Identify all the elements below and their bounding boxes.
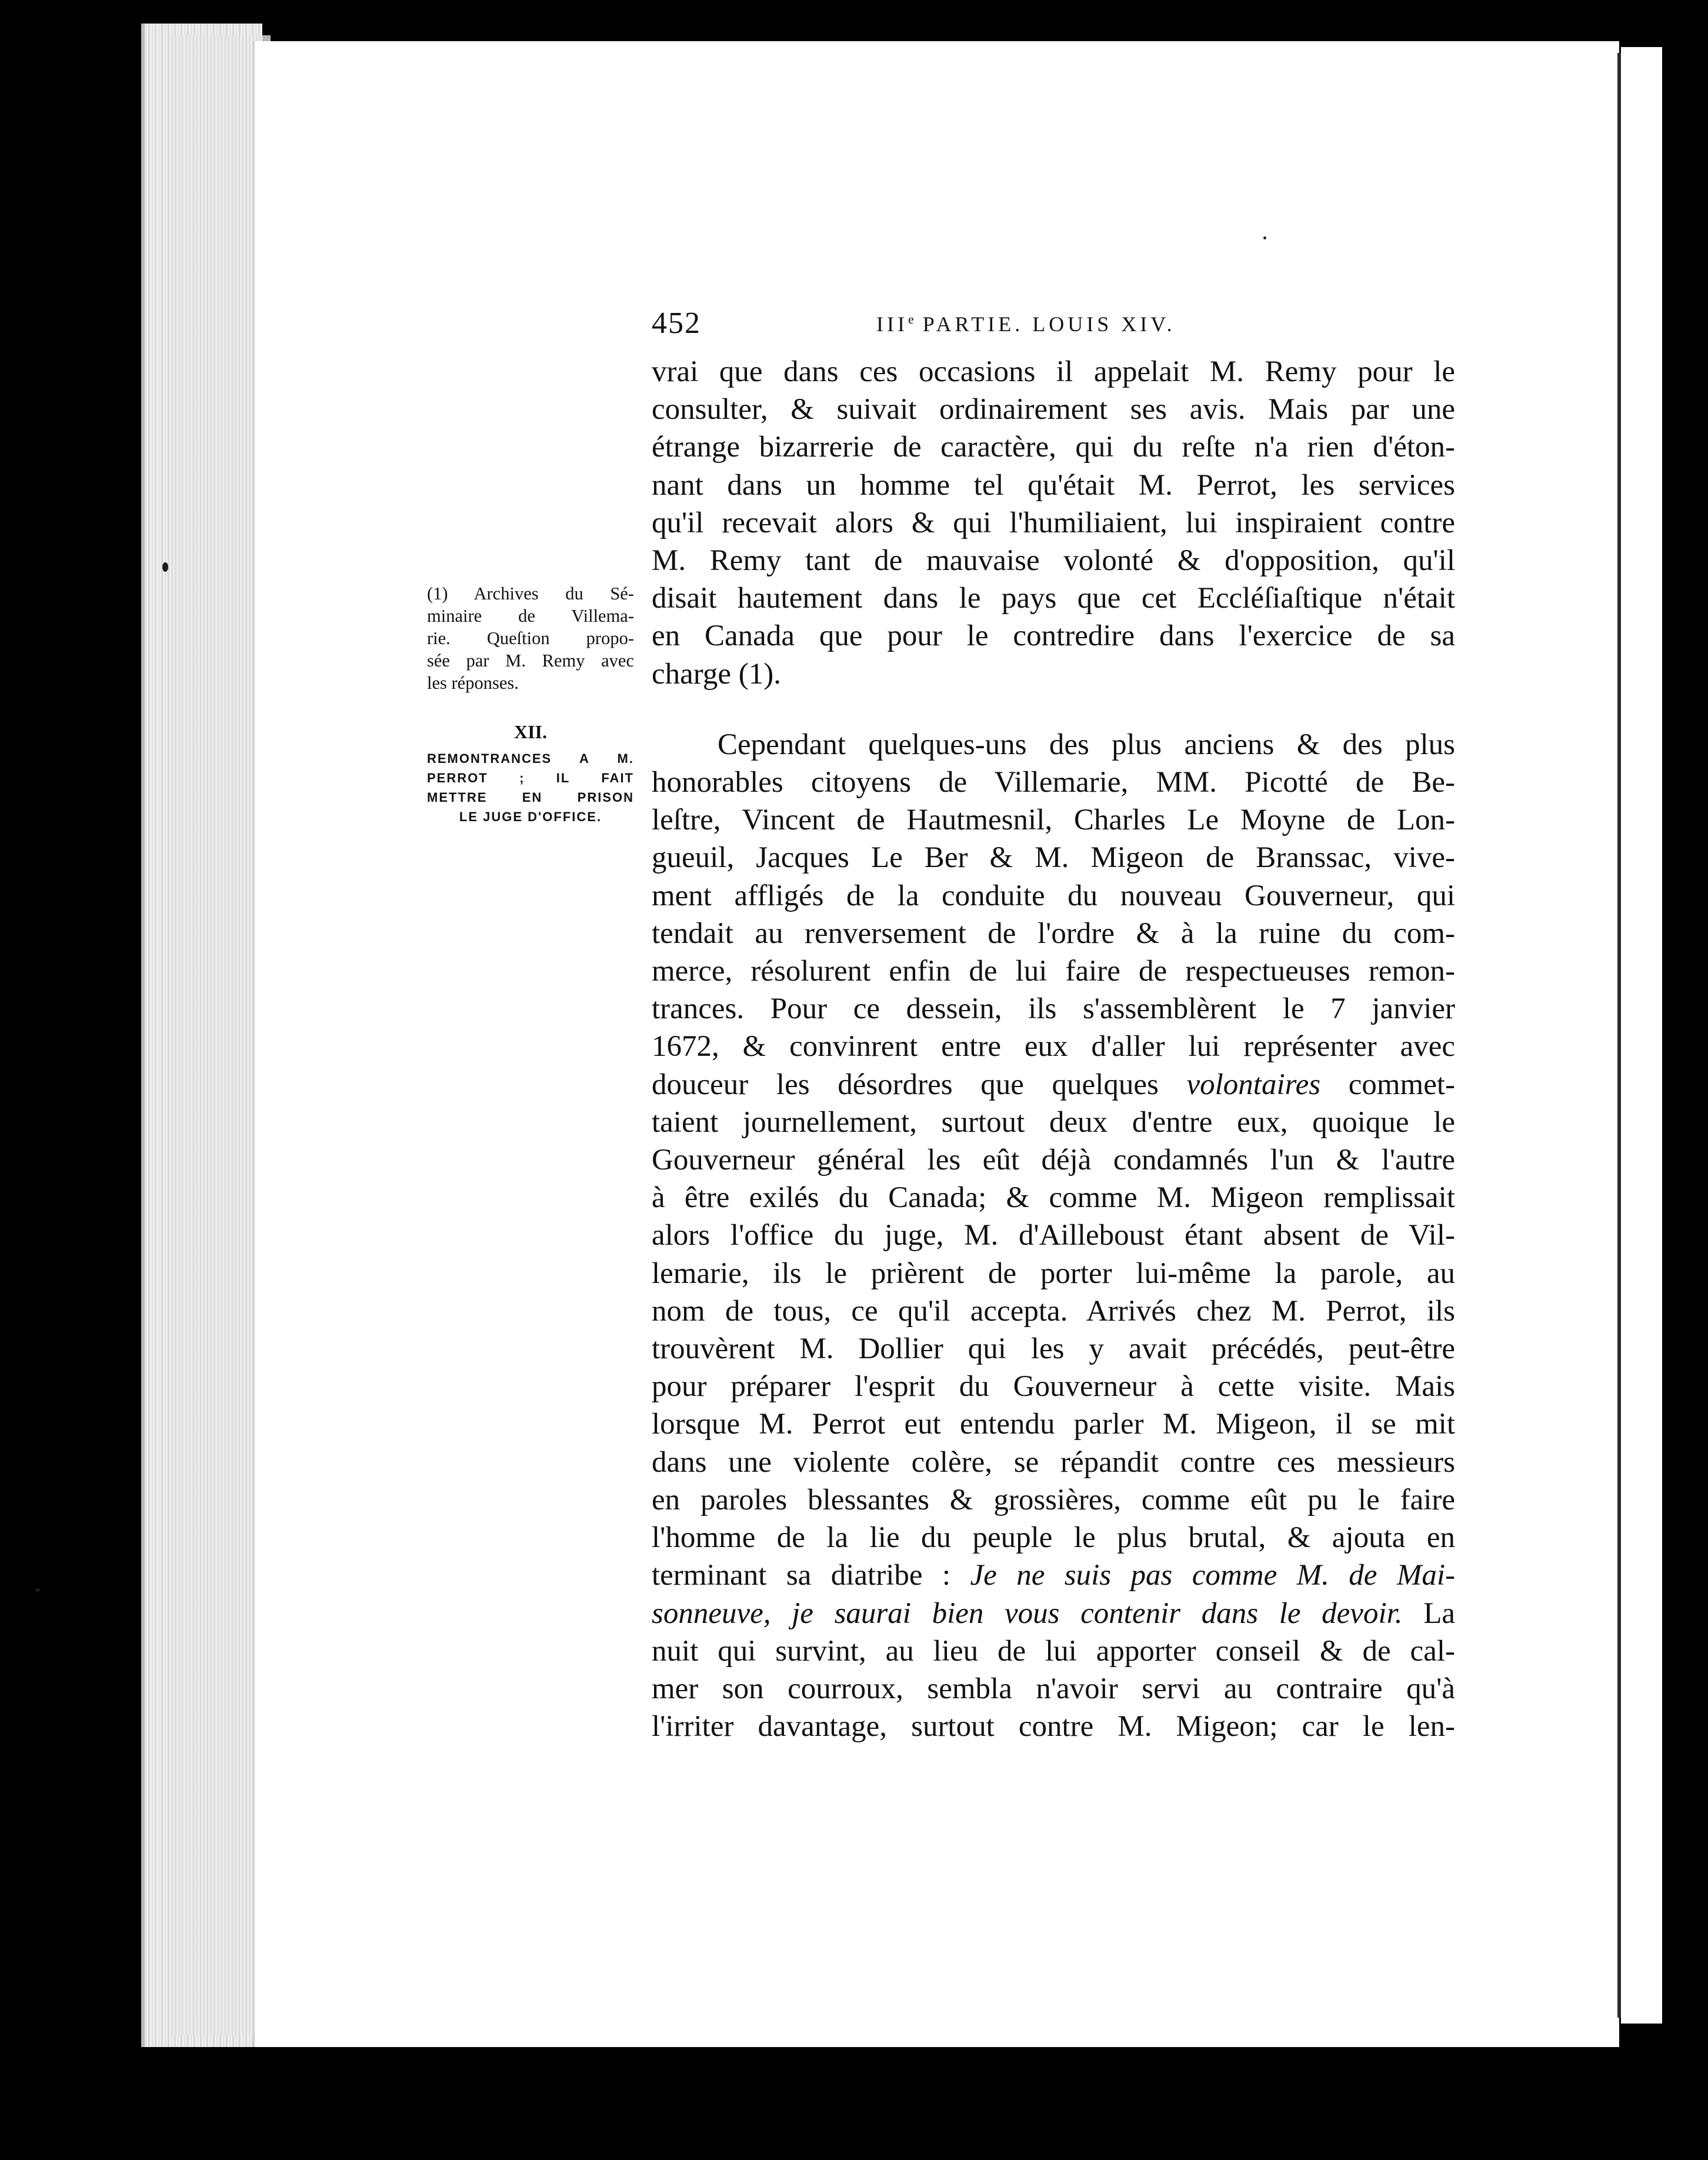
text-line: pour préparer l'esprit du Gouverneur à cette visite. Mais — [652, 1370, 1455, 1404]
margin-summary-line: PERROT ; IL FAIT — [427, 771, 634, 785]
text-line: nant dans un homme tel qu'était M. Perrot, les services — [652, 468, 1455, 502]
footnote-line: minaire de Villema- — [427, 606, 634, 626]
footnote — [427, 582, 634, 694]
margin-summary — [427, 721, 634, 826]
running-head — [876, 312, 1176, 336]
text-line: merce, résolurent enfin de lui faire de respectueuses remon- — [652, 955, 1455, 988]
text-line: vrai que dans ces occasions il appelait M. Remy pour le — [652, 355, 1455, 388]
text-line — [652, 1066, 1455, 1104]
body-text — [652, 353, 1455, 1745]
text-line: leſtre, Vincent de Hautmesnil, Charles Le Moyne de Lon- — [652, 804, 1455, 837]
footnote-line: rie. Queſtion propo- — [427, 628, 634, 648]
italic-run: volontaires — [1186, 1068, 1321, 1101]
text-line — [652, 1556, 1455, 1594]
margin-summary-line: METTRE EN PRISON — [427, 790, 634, 805]
text-line: honorables citoyens de Villemarie, MM. Picotté de Be- — [652, 766, 1455, 799]
text-line: lorsque M. Perrot eut entendu parler M. Migeon, il se mit — [652, 1408, 1455, 1441]
speck — [162, 562, 168, 572]
text-run: commet- — [1320, 1068, 1455, 1101]
page-number: 452 — [652, 306, 701, 340]
right-margin — [1621, 47, 1662, 2024]
text-run: terminant sa diatribe : — [652, 1559, 970, 1592]
text-line: alors l'office du juge, M. d'Ailleboust étant absent de Vil- — [652, 1219, 1455, 1252]
text-line: en Canada que pour le contredire dans l'exercice de sa — [652, 619, 1455, 653]
running-head-title: PARTIE. LOUIS XIV. — [913, 312, 1176, 336]
text-line: charge (1). — [652, 657, 781, 691]
text-line: l'irriter davantage, surtout contre M. Migeon; car le len- — [652, 1710, 1455, 1744]
text-line: trouvèrent M. Dollier qui les y avait précédés, peut-être — [652, 1332, 1455, 1366]
footnote-line: (1) Archives du Sé- — [427, 584, 634, 604]
text-line: taient journellement, surtout deux d'entre eux, quoique le — [652, 1105, 1455, 1139]
right-gutter-line — [1617, 53, 1621, 2018]
text-line — [652, 1595, 1455, 1632]
footnote-line: les réponses. — [427, 673, 519, 693]
text-line: gueuil, Jacques Le Ber & M. Migeon de Branssac, vive- — [652, 841, 1455, 875]
text-run: La — [1402, 1596, 1455, 1630]
text-line: lemarie, ils le prièrent de porter lui-même la parole, au — [652, 1256, 1455, 1290]
text-line: nuit qui survint, au lieu de lui apporter conseil & de cal- — [652, 1634, 1455, 1668]
footnote-line: sée par M. Remy avec — [427, 651, 634, 671]
text-run: douceur les désordres que quelques — [652, 1068, 1187, 1101]
text-line: étrange bizarrerie de caractère, qui du reſte n'a rien d'éton- — [652, 431, 1455, 464]
text-line: à être exilés du Canada; & comme M. Migeon remplissait — [652, 1181, 1455, 1215]
page-header — [652, 306, 1210, 347]
italic-run: Je ne suis pas comme M. de Mai- — [970, 1559, 1455, 1592]
text-line: qu'il recevait alors & qui l'humiliaient, lui inspiraient contre — [652, 506, 1455, 539]
text-line: disait hautement dans le pays que cet Eccléſiaſtique n'était — [652, 582, 1455, 615]
part-numeral: III — [876, 312, 908, 336]
text-line: l'homme de la lie du peuple le plus brutal, & ajouta en — [652, 1521, 1455, 1555]
paragraph-gap — [652, 693, 1455, 726]
text-line: trances. Pour ce dessein, ils s'assemblèrent le 7 janvier — [652, 992, 1455, 1026]
speck — [1263, 236, 1266, 239]
italic-run: sonneuve, je saurai bien vous contenir dans le devoir. — [652, 1596, 1403, 1630]
text-line: tendait au renversement de l'ordre & à la ruine du com- — [652, 916, 1455, 950]
speck — [35, 1588, 40, 1592]
margin-summary-line: LE JUGE D'OFFICE. — [459, 809, 602, 824]
text-line: M. Remy tant de mauvaise volonté & d'opposition, qu'il — [652, 544, 1455, 578]
text-line: Cependant quelques-uns des plus anciens & des plus — [718, 728, 1455, 761]
text-line: 1672, & convinrent entre eux d'aller lui représenter avec — [652, 1030, 1455, 1064]
text-line: nom de tous, ce qu'il accepta. Arrivés chez M. Perrot, ils — [652, 1294, 1455, 1328]
text-line: mer son courroux, sembla n'avoir servi au contraire qu'à — [652, 1672, 1455, 1705]
text-line: Gouverneur général les eût déjà condamnés l'un & l'autre — [652, 1144, 1455, 1177]
margin-summary-line: REMONTRANCES A M. — [427, 751, 634, 766]
text-line: ment affligés de la conduite du nouveau Gouverneur, qui — [652, 879, 1455, 912]
text-line: consulter, & suivait ordinairement ses avis. Mais par une — [652, 393, 1455, 426]
section-number: XII. — [513, 721, 547, 742]
text-line: en paroles blessantes & grossières, comme eût pu le faire — [652, 1483, 1455, 1516]
part-superscript: e — [908, 312, 914, 326]
text-line: dans une violente colère, se répandit contre ces messieurs — [652, 1445, 1455, 1479]
